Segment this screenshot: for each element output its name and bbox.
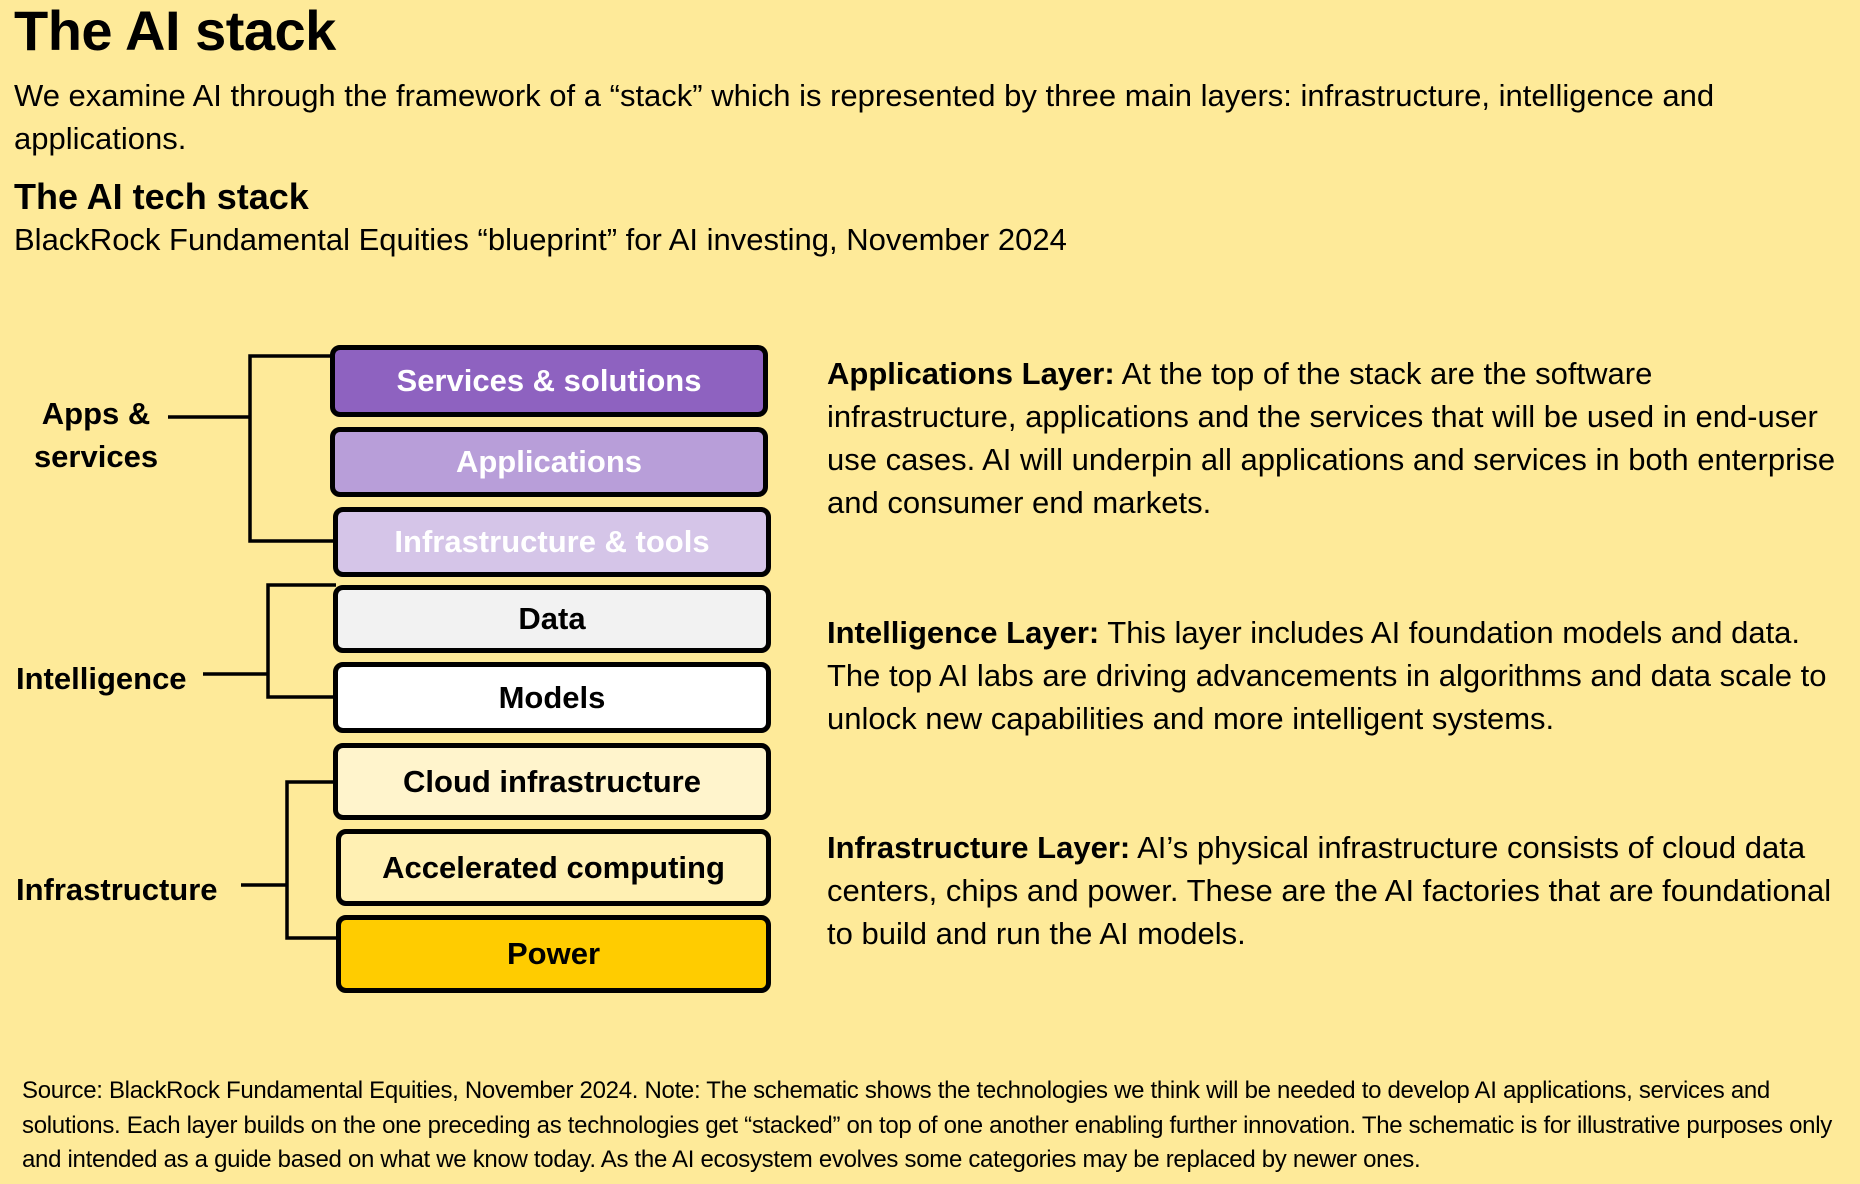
layer-applications [330,427,768,497]
description-heading: Applications Layer: [827,356,1115,391]
group-label-apps-services: Apps & services [33,396,159,474]
apps-bracket [250,356,333,541]
intro-text: We examine AI through the framework of a “stack” which is represented by three main layers: infrastructure, intelligence and applications. [14,78,1715,156]
layer-power [336,915,771,993]
description-applications-layer [827,352,1837,524]
group-label-intelligence: Intelligence [16,661,187,696]
layer-label: Data [518,601,586,636]
diagram-subtitle: BlackRock Fundamental Equities “blueprint” for AI investing, November 2024 [14,222,1067,257]
layer-accelerated-computing [336,829,771,906]
layer-label: Power [506,936,601,971]
layer-label: Models [498,679,606,715]
description-heading: Intelligence Layer: [827,615,1100,650]
layer-cloud-infrastructure [333,743,771,820]
description-text: This layer includes AI foundation models and data. The top AI labs are driving advancements in algorithms and data scale to unlock new capabilities and more intelligent systems. [827,615,1827,736]
description-text: AI’s physical infrastructure consists of cloud data centers, chips and power. These are the AI factories that are foundational to build and run the AI models. [827,830,1832,951]
description-heading: Infrastructure Layer: [827,830,1131,865]
description-intelligence-layer [827,611,1837,740]
group-label-infrastructure: Infrastructure [16,872,218,907]
layer-infrastructure-tools [333,507,771,577]
intelligence-bracket [268,585,336,697]
layer-label: Infrastructure & tools [394,524,710,559]
page-title: The AI stack [14,0,336,62]
layer-label: Applications [455,444,642,479]
layer-services-solutions [330,345,768,417]
layer-label: Cloud infrastructure [403,763,701,799]
layer-data [333,585,771,653]
layer-label: Services & solutions [396,363,702,398]
layer-models [333,662,771,733]
infrastructure-bracket [287,782,336,938]
layer-label: Accelerated computing [382,849,725,885]
diagram-title: The AI tech stack [14,176,309,217]
description-infrastructure-layer [827,826,1837,955]
source-note: Source: BlackRock Fundamental Equities, November 2024. Note: The schematic shows the technologies we think will be needed to develop AI applications, services and solutions. Each layer builds on the one preceding as technologies get “stacked” on top of one another enabling further innovation. The schematic is for illustrative purposes only and intended as a guide based on what we know today. As the AI ecosystem evolves some categories may be replaced by newer ones. [22,1077,1832,1173]
description-text: At the top of the stack are the software infrastructure, applications and the services that will be used in end-user use cases. AI will underpin all applications and services in both enterprise and consumer end markets. [827,356,1836,520]
